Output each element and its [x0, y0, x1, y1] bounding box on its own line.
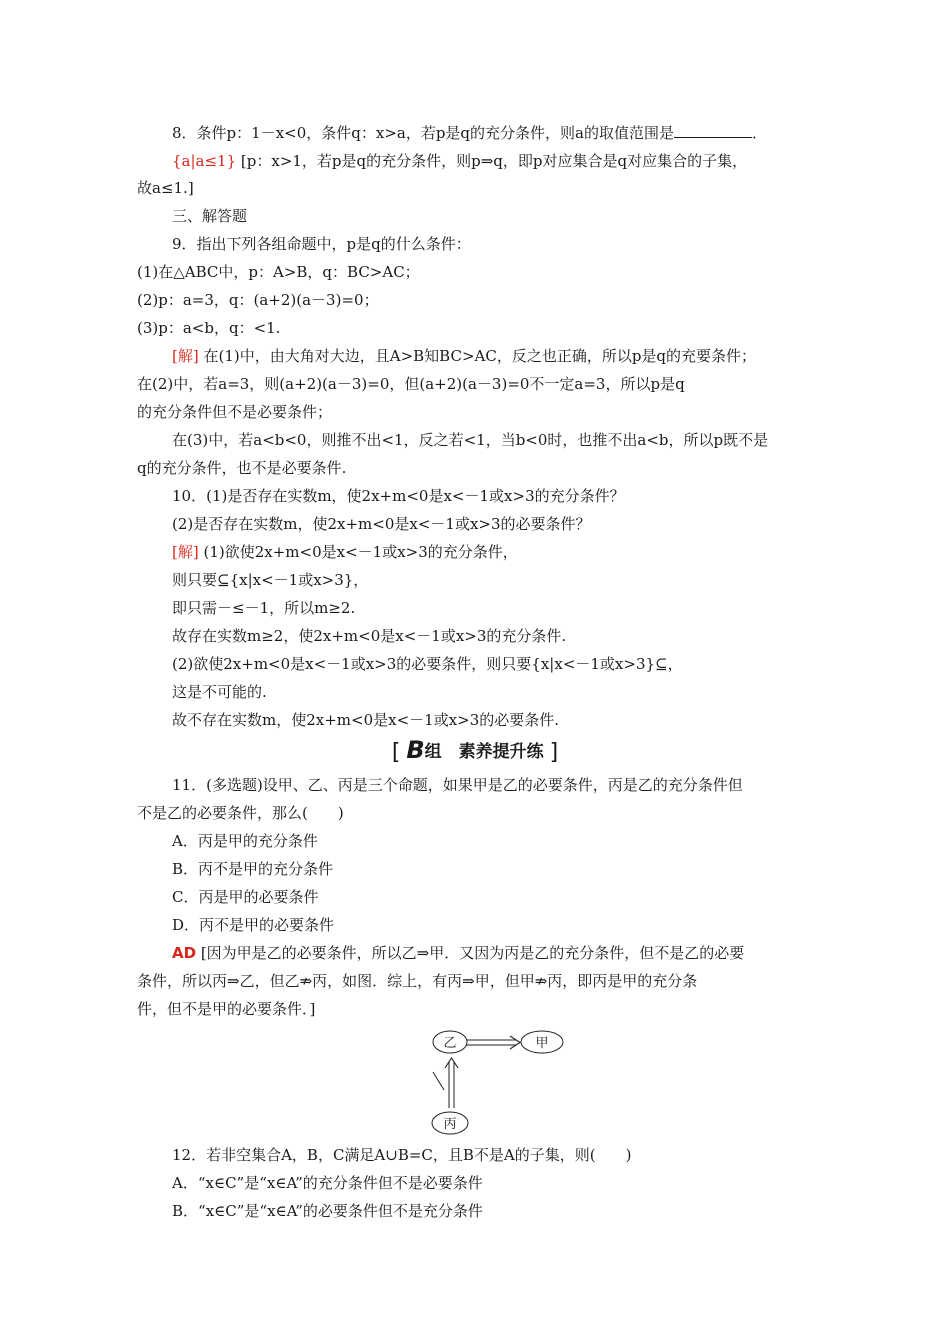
q10-solution-line: 则只要⊆{x|x<－1或x>3}，: [172, 571, 369, 589]
q11-option-c: C．丙是甲的必要条件: [172, 888, 319, 906]
q10-solution-line: 故不存在实数m，使2x+m<0是x<－1或x>3的必要条件.: [172, 711, 560, 729]
q11-option-d: D．丙不是甲的必要条件: [172, 916, 335, 934]
q11-option-a: A．丙是甲的充分条件: [172, 832, 318, 850]
q11-solution-line: 件，但不是甲的必要条件．]: [137, 1000, 316, 1018]
q8-solution-line: {a|a≤1} [p：x>1，若p是q的充分条件，则p⇒q，即p对应集合是q对应集合的子集，: [172, 152, 748, 170]
svg-text:丙: 丙: [443, 1117, 457, 1132]
group-b-header: [ B组 素养提升练 ]: [391, 736, 559, 765]
q10-solution-line: (2)欲使2x+m<0是x<－1或x>3的必要条件，则只要{x|x<－1或x>3}⊆，: [172, 655, 683, 673]
q10-part-1: 10．(1)是否存在实数m，使2x+m<0是x<－1或x>3的充分条件？: [172, 487, 625, 505]
not-implies-slash: [433, 1072, 444, 1090]
q9-solution-line: q的充分条件，也不是必要条件.: [137, 459, 347, 477]
q11-option-b: B．丙不是甲的充分条件: [172, 860, 334, 878]
section-title: 三、解答题: [172, 207, 248, 225]
solution-tag: [解]: [172, 543, 199, 561]
node-bing: [432, 1112, 468, 1134]
q10-part-2: (2)是否存在实数m，使2x+m<0是x<－1或x>3的必要条件？: [172, 515, 591, 533]
group-letter: B: [406, 736, 425, 764]
q11-solution-line: AD [因为甲是乙的必要条件，所以乙⇒甲．又因为丙是乙的充分条件，但不是乙的必要: [172, 944, 745, 962]
q11-solution-line: 条件，所以丙⇒乙，但乙⇏丙，如图．综上，有丙⇒甲，但甲⇏丙，即丙是甲的充分条: [137, 972, 698, 990]
q10-solution-line: 即只需－≤－1，所以m≥2.: [172, 599, 356, 617]
q9-part-1: (1)在△ABC中，p：A>B，q：BC>AC；: [137, 263, 420, 281]
arrow-yi-to-jia: [466, 1036, 520, 1049]
q11-stem: 11．(多选题)设甲、乙、丙是三个命题，如果甲是乙的必要条件，丙是乙的充分条件但: [172, 776, 743, 794]
svg-text:甲: 甲: [535, 1036, 549, 1051]
q8-solution-end: 故a≤1.]: [137, 179, 194, 197]
q10-solution-line: 这是不可能的.: [172, 683, 267, 701]
q9-part-2: (2)p：a=3，q：(a+2)(a－3)=0；: [137, 291, 379, 309]
q9-stem: 9．指出下列各组命题中，p是q的什么条件：: [172, 235, 471, 253]
q9-part-3: (3)p：a<b，q：<1.: [137, 319, 281, 337]
implication-diagram: [420, 1026, 580, 1138]
q9-solution-line: 在(3)中，若a<b<0，则推不出<1，反之若<1，当b<0时，也推不出a<b，所以p既不是: [172, 431, 769, 449]
q10-solution-line: [解] (1)欲使2x+m<0是x<－1或x>3的充分条件，: [172, 543, 518, 561]
q9-solution-line: 在(2)中，若a=3，则(a+2)(a－3)=0，但(a+2)(a－3)=0不一定a=3，所以p是q: [137, 375, 685, 393]
node-yi: [433, 1031, 467, 1053]
q11-stem: 不是乙的必要条件，那么( ): [137, 804, 344, 822]
q12-option-b: B．“x∈C”是“x∈A”的必要条件但不是充分条件: [172, 1202, 483, 1220]
q8-answer: {a|a≤1}: [172, 152, 237, 170]
solution-tag: [解]: [172, 347, 199, 365]
node-jia: [521, 1031, 563, 1053]
q11-answer: AD: [172, 944, 197, 962]
svg-text:乙: 乙: [443, 1036, 457, 1051]
q12-option-a: A．“x∈C”是“x∈A”的充分条件但不是必要条件: [172, 1174, 483, 1192]
q9-solution-line: 的充分条件但不是必要条件；: [137, 403, 333, 421]
q10-solution-line: 故存在实数m≥2，使2x+m<0是x<－1或x>3的充分条件.: [172, 627, 567, 645]
answer-blank: [674, 123, 752, 138]
arrow-bing-to-yi: [445, 1058, 458, 1108]
q12-stem: 12．若非空集合A，B，C满足A∪B=C，且B不是A的子集，则( ): [172, 1146, 632, 1164]
q9-solution-line: [解] 在(1)中，由大角对大边，且A>B知BC>AC，反之也正确，所以p是q的充要条件；: [172, 347, 757, 365]
q8-stem: 8．条件p：1－x<0，条件q：x>a，若p是q的充分条件，则a的取值范围是 ．: [172, 124, 767, 142]
